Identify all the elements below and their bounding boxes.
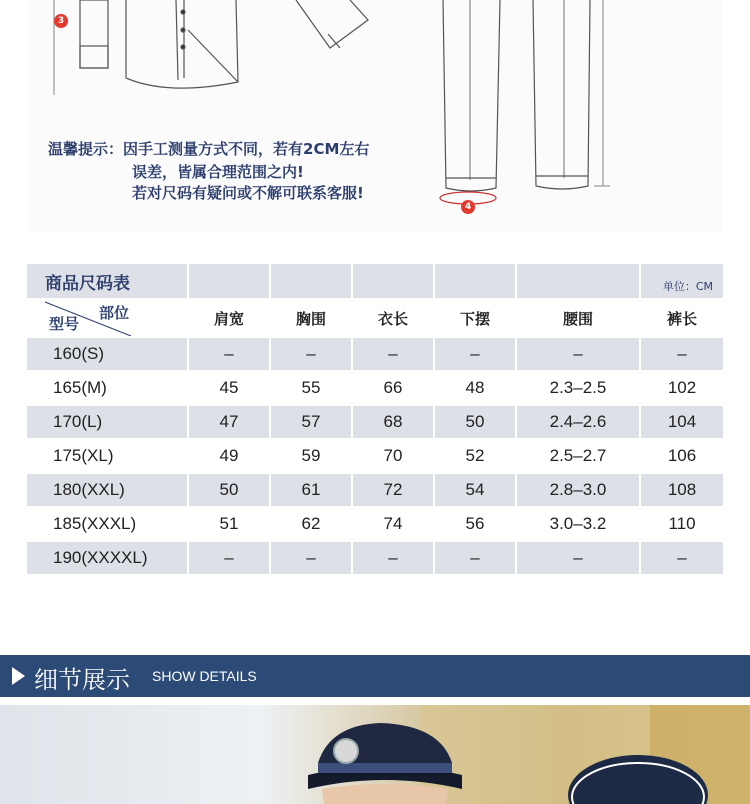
table-cell: 55 xyxy=(271,372,351,404)
table-cell: 2.4–2.6 xyxy=(517,406,639,438)
table-cell: 48 xyxy=(435,372,515,404)
table-row xyxy=(27,372,723,404)
table-cell: 62 xyxy=(271,508,351,540)
table-cell: 68 xyxy=(353,406,433,438)
section-title: 细节展示 xyxy=(34,666,130,694)
table-row xyxy=(27,508,723,540)
table-cell: – xyxy=(271,338,351,370)
table-cell: 59 xyxy=(271,440,351,472)
table-row xyxy=(27,338,723,370)
table-cell: – xyxy=(353,542,433,574)
corner-header-cell xyxy=(27,300,187,336)
size-chart-table xyxy=(25,262,725,576)
table-cell: 56 xyxy=(435,508,515,540)
table-cell: 74 xyxy=(353,508,433,540)
table-cell: – xyxy=(641,338,723,370)
table-cell: 57 xyxy=(271,406,351,438)
size-label: 170(L) xyxy=(27,406,187,438)
table-cell: 2.3–2.5 xyxy=(517,372,639,404)
table-cell: 110 xyxy=(641,508,723,540)
table-cell: 2.5–2.7 xyxy=(517,440,639,472)
tip-line-2: 误差，皆属合理范围之内! xyxy=(132,163,304,181)
table-cell: 61 xyxy=(271,474,351,506)
table-title: 商品尺码表 xyxy=(27,264,187,298)
table-cell: – xyxy=(517,338,639,370)
column-header: 肩宽 xyxy=(189,300,269,336)
column-header: 裤长 xyxy=(641,300,723,336)
table-row xyxy=(27,406,723,438)
table-cell: 102 xyxy=(641,372,723,404)
tip-line-3: 若对尺码有疑问或不解可联系客服! xyxy=(132,184,364,202)
table-cell: 52 xyxy=(435,440,515,472)
table-cell: 104 xyxy=(641,406,723,438)
tip-line-1: 温馨提示：因手工测量方式不同，若有2CM左右 xyxy=(48,140,370,158)
table-header-row xyxy=(27,300,723,336)
table-cell: – xyxy=(271,542,351,574)
play-arrow-icon xyxy=(12,667,25,685)
table-row xyxy=(27,474,723,506)
measure-point-3-badge: 3 xyxy=(54,14,68,28)
table-cell: 108 xyxy=(641,474,723,506)
table-cell: 45 xyxy=(189,372,269,404)
corner-size-label: 型号 xyxy=(49,315,80,333)
column-header: 胸围 xyxy=(271,300,351,336)
size-label: 185(XXXL) xyxy=(27,508,187,540)
table-cell: – xyxy=(435,542,515,574)
table-cell: 106 xyxy=(641,440,723,472)
corner-part-label: 部位 xyxy=(98,304,129,322)
measure-point-4-badge: 4 xyxy=(461,200,475,214)
column-header: 下摆 xyxy=(435,300,515,336)
table-cell: 66 xyxy=(353,372,433,404)
table-cell: 70 xyxy=(353,440,433,472)
table-row xyxy=(27,542,723,574)
section-subtitle: SHOW DETAILS xyxy=(152,668,257,684)
table-cell: – xyxy=(189,542,269,574)
unit-label: 单位：CM xyxy=(641,264,723,298)
table-cell: – xyxy=(353,338,433,370)
table-cell: 3.0–3.2 xyxy=(517,508,639,540)
size-label: 175(XL) xyxy=(27,440,187,472)
table-cell: 2.8–3.0 xyxy=(517,474,639,506)
table-title-row xyxy=(27,264,723,298)
table-cell: – xyxy=(641,542,723,574)
table-cell: 54 xyxy=(435,474,515,506)
column-header: 腰围 xyxy=(517,300,639,336)
column-header: 衣长 xyxy=(353,300,433,336)
table-cell: 51 xyxy=(189,508,269,540)
size-label: 165(M) xyxy=(27,372,187,404)
table-cell: – xyxy=(517,542,639,574)
size-label: 160(S) xyxy=(27,338,187,370)
table-cell: – xyxy=(189,338,269,370)
measurement-illustration xyxy=(0,0,750,235)
size-label: 180(XXL) xyxy=(27,474,187,506)
table-cell: 50 xyxy=(189,474,269,506)
table-cell: 47 xyxy=(189,406,269,438)
table-cell: 72 xyxy=(353,474,433,506)
size-label: 190(XXXXL) xyxy=(27,542,187,574)
officer-photo-drawing xyxy=(0,705,750,804)
table-cell: 50 xyxy=(435,406,515,438)
table-cell: 49 xyxy=(189,440,269,472)
product-detail-photo xyxy=(0,705,750,804)
table-row xyxy=(27,440,723,472)
details-section-header xyxy=(0,655,750,697)
table-cell: – xyxy=(435,338,515,370)
